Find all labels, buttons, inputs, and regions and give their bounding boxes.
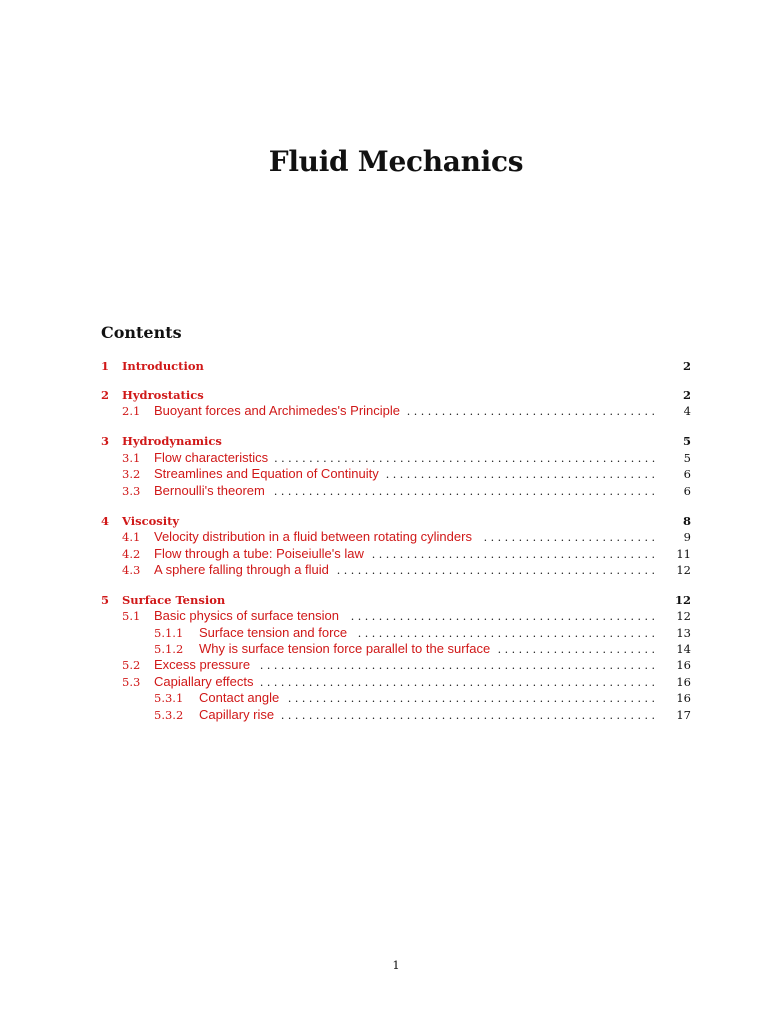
toc-entry-number[interactable]: 5 [101, 593, 110, 607]
dot-leader: . . . . . . . . . . . . . . . . . . . . . . . [497, 643, 655, 656]
toc-entry-page: 14 [676, 642, 691, 656]
dot-leader: . . . . . . . . . . . . . . . . . . . . . . . . . . . . . . . . . . . . . . . . . . . . . . . . . . . . . . [280, 709, 655, 722]
toc-entry[interactable] [101, 450, 691, 466]
toc-entry-label[interactable]: Contact angle [199, 690, 280, 705]
toc-entry-number[interactable]: 4 [101, 514, 110, 528]
toc-entry-page: 6 [683, 467, 691, 481]
toc-entry-number[interactable]: 3.3 [122, 484, 141, 498]
toc-entry-page: 16 [676, 675, 691, 689]
dot-leader: . . . . . . . . . . . . . . . . . . . . . . . . . . . . . . . . . . . . . . . . . . . . . . . . . . . . . . . . . [259, 659, 655, 672]
toc-entry-number[interactable]: 5.3 [122, 675, 141, 689]
toc-entry[interactable] [101, 690, 691, 706]
toc-entry-number[interactable]: 4.2 [122, 547, 141, 561]
toc-entry-number[interactable]: 1 [101, 359, 110, 373]
toc-entry-label[interactable]: Velocity distribution in a fluid between rotating cylinders [154, 529, 472, 544]
toc-entry-page: 2 [682, 359, 691, 373]
toc-entry-number[interactable]: 2.1 [122, 404, 141, 418]
toc-entry[interactable] [101, 529, 691, 545]
toc-entry-label[interactable]: Surface Tension [122, 593, 226, 607]
toc-entry-label[interactable]: A sphere falling through a fluid [154, 562, 329, 577]
toc-entry-page: 9 [683, 530, 691, 544]
toc-entry[interactable] [101, 608, 691, 624]
dot-leader: . . . . . . . . . . . . . . . . . . . . . . . . . . . . . . . . . . . . [406, 405, 655, 418]
toc-entry[interactable] [101, 641, 691, 657]
toc-entry[interactable] [101, 674, 691, 690]
toc-entry-page: 6 [683, 484, 691, 498]
toc-entry-page: 16 [676, 658, 691, 672]
dot-leader: . . . . . . . . . . . . . . . . . . . . . . . . . . . . . . . . . . . . . . . . . . . . . . . . . . . . . . . . . [259, 676, 655, 689]
toc-entry-label[interactable]: Flow characteristics [154, 450, 269, 465]
toc-entry-number[interactable]: 3.2 [122, 467, 141, 481]
toc-entry-page: 17 [676, 708, 691, 722]
toc-entry-number[interactable]: 5.3.2 [154, 708, 184, 722]
dot-leader: . . . . . . . . . . . . . . . . . . . . . . . . . . . . . . . . . . . . . . . . . . . . . . . . . . . . . . . [273, 485, 655, 498]
toc-entry-page: 8 [682, 514, 691, 528]
toc-entry[interactable] [101, 513, 691, 529]
toc-entry-number[interactable]: 4.1 [122, 530, 141, 544]
toc-entry[interactable] [101, 625, 691, 641]
toc-entry-label[interactable]: Hydrodynamics [122, 434, 222, 448]
document-title: Fluid Mechanics [268, 145, 524, 178]
toc-entry-page: 11 [676, 547, 691, 561]
dot-leader: . . . . . . . . . . . . . . . . . . . . . . . . . . . . . . . . . . . . . . . . . . . . . . [336, 564, 655, 577]
toc-entry-page: 12 [676, 609, 691, 623]
toc-entry-label[interactable]: Why is surface tension force parallel to the surface [199, 641, 491, 656]
toc-entry[interactable] [101, 433, 691, 449]
toc-entry-label[interactable]: Excess pressure [154, 657, 251, 672]
dot-leader: . . . . . . . . . . . . . . . . . . . . . . . . . . . . . . . . . . . . . . . . . . . . [350, 610, 655, 623]
toc-entry-label[interactable]: Basic physics of surface tension [154, 608, 339, 623]
toc-entry-page: 5 [683, 451, 691, 465]
toc-entry[interactable] [101, 466, 691, 482]
toc-entry-page: 13 [676, 626, 691, 640]
toc-entry-label[interactable]: Flow through a tube: Poiseiulle's law [154, 546, 364, 561]
toc-entry[interactable] [101, 707, 691, 723]
toc-entry-label[interactable]: Surface tension and force [199, 625, 348, 640]
toc-entry-label[interactable]: Introduction [122, 359, 204, 373]
toc-entry-label[interactable]: Bernoulli's theorem [154, 483, 265, 498]
dot-leader: . . . . . . . . . . . . . . . . . . . . . . . . . [483, 531, 655, 544]
toc-entry-number[interactable]: 5.2 [122, 658, 141, 672]
toc-entry[interactable] [101, 483, 691, 499]
toc-entry-number[interactable]: 5.1.2 [154, 642, 184, 656]
toc-entry-number[interactable]: 4.3 [122, 563, 141, 577]
toc-entry[interactable] [101, 387, 691, 403]
contents-heading: Contents [101, 323, 182, 342]
toc-entry-page: 4 [683, 404, 691, 418]
dot-leader: . . . . . . . . . . . . . . . . . . . . . . . . . . . . . . . . . . . . . . . . . . . [357, 627, 655, 640]
dot-leader: . . . . . . . . . . . . . . . . . . . . . . . . . . . . . . . . . . . . . . . [385, 468, 655, 481]
toc-entry-number[interactable]: 2 [101, 388, 110, 402]
toc-entry-page: 2 [682, 388, 691, 402]
toc-entry-label[interactable]: Streamlines and Equation of Continuity [154, 466, 379, 481]
toc-entry-number[interactable]: 5.1.1 [154, 626, 184, 640]
toc-entry[interactable] [101, 562, 691, 578]
toc-entry-page: 12 [674, 593, 691, 607]
toc-entry-number[interactable]: 3.1 [122, 451, 141, 465]
toc-entry-page: 16 [676, 691, 691, 705]
toc-entry-label[interactable]: Viscosity [122, 514, 180, 528]
toc-entry-number[interactable]: 3 [101, 434, 110, 448]
toc-entry-number[interactable]: 5.3.1 [154, 691, 184, 705]
toc-entry-number[interactable]: 5.1 [122, 609, 141, 623]
toc-entry-label[interactable]: Capillary rise [199, 707, 275, 722]
toc-entry-page: 5 [682, 434, 691, 448]
dot-leader: . . . . . . . . . . . . . . . . . . . . . . . . . . . . . . . . . . . . . . . . . . . . . . . . . . . . . [287, 692, 655, 705]
toc-entry[interactable] [101, 358, 691, 374]
toc-entry[interactable] [101, 403, 691, 419]
toc-entry[interactable] [101, 546, 691, 562]
page-number: 1 [392, 958, 400, 972]
toc-entry-label[interactable]: Capiallary effects [154, 674, 254, 689]
toc-entry[interactable] [101, 592, 691, 608]
toc-entry-page: 12 [676, 563, 691, 577]
dot-leader: . . . . . . . . . . . . . . . . . . . . . . . . . . . . . . . . . . . . . . . . . [371, 548, 655, 561]
toc-entry[interactable] [101, 657, 691, 673]
toc-entry-label[interactable]: Buoyant forces and Archimedes's Principle [154, 403, 400, 418]
toc-entry-label[interactable]: Hydrostatics [122, 388, 204, 402]
dot-leader: . . . . . . . . . . . . . . . . . . . . . . . . . . . . . . . . . . . . . . . . . . . . . . . . . . . . . . . [274, 452, 655, 465]
